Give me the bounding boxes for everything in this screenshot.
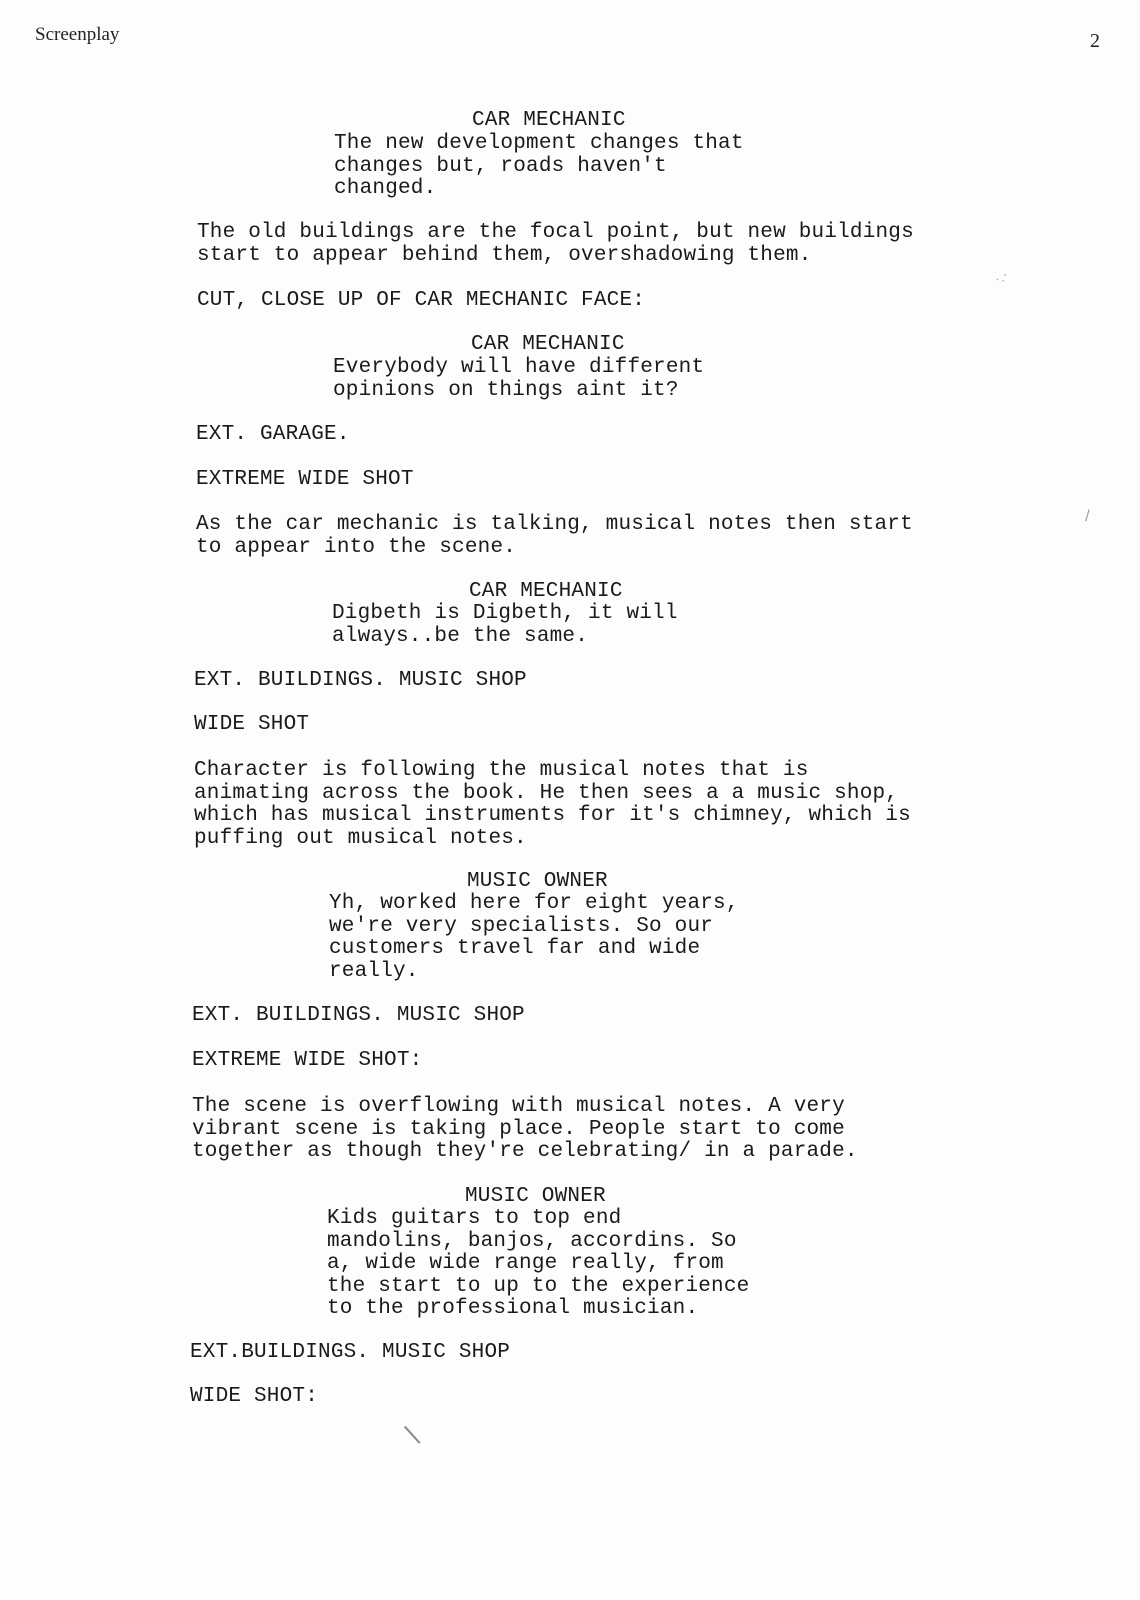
dialogue: The new development changes that changes but, roads haven't changed. bbox=[334, 132, 744, 200]
scene-heading: EXT. BUILDINGS. MUSIC SHOP bbox=[194, 669, 527, 692]
dialogue: Yh, worked here for eight years, we're very specialists. So our customers travel far and wide really. bbox=[329, 892, 739, 983]
action-line: The scene is overflowing with musical notes. A very vibrant scene is taking place. People start to come together as though they're celebrating/ in a parade. bbox=[192, 1095, 858, 1163]
shot-heading: EXTREME WIDE SHOT: bbox=[192, 1049, 423, 1072]
scene-direction: CUT, CLOSE UP OF CAR MECHANIC FACE: bbox=[197, 289, 646, 312]
page-number: 2 bbox=[1090, 30, 1100, 52]
character-name: MUSIC OWNER bbox=[465, 1185, 606, 1208]
scene-heading: EXT.BUILDINGS. MUSIC SHOP bbox=[190, 1341, 511, 1364]
shot-heading: EXTREME WIDE SHOT bbox=[196, 468, 414, 491]
character-name: CAR MECHANIC bbox=[472, 109, 626, 132]
scene-heading: EXT. BUILDINGS. MUSIC SHOP bbox=[192, 1004, 525, 1027]
action-line: The old buildings are the focal point, but new buildings start to appear behind them, overshadowing them. bbox=[197, 221, 914, 267]
shot-heading: WIDE SHOT: bbox=[190, 1385, 319, 1408]
character-name: MUSIC OWNER bbox=[467, 870, 608, 893]
character-name: CAR MECHANIC bbox=[469, 580, 623, 603]
dialogue: Kids guitars to top end mandolins, banjos, accordins. So a, wide wide range really, from the start to up to the experience to the professional musician. bbox=[327, 1207, 750, 1320]
dialogue: Digbeth is Digbeth, it will always..be the same. bbox=[332, 602, 678, 648]
scene-heading: EXT. GARAGE. bbox=[196, 423, 350, 446]
document-title: Screenplay bbox=[35, 24, 120, 45]
action-line: As the car mechanic is talking, musical notes then start to appear into the scene. bbox=[196, 513, 913, 559]
scan-speck: / bbox=[1085, 508, 1090, 524]
pen-mark: \ bbox=[402, 1419, 423, 1451]
dialogue: Everybody will have different opinions on things aint it? bbox=[333, 356, 705, 402]
action-line: Character is following the musical notes that is animating across the book. He then sees a a music shop, which has musical instruments for it's chimney, which is puffing out musical notes. bbox=[194, 759, 911, 850]
character-name: CAR MECHANIC bbox=[471, 333, 625, 356]
scan-speck: ·.· bbox=[991, 267, 1012, 289]
shot-heading: WIDE SHOT bbox=[194, 713, 310, 736]
